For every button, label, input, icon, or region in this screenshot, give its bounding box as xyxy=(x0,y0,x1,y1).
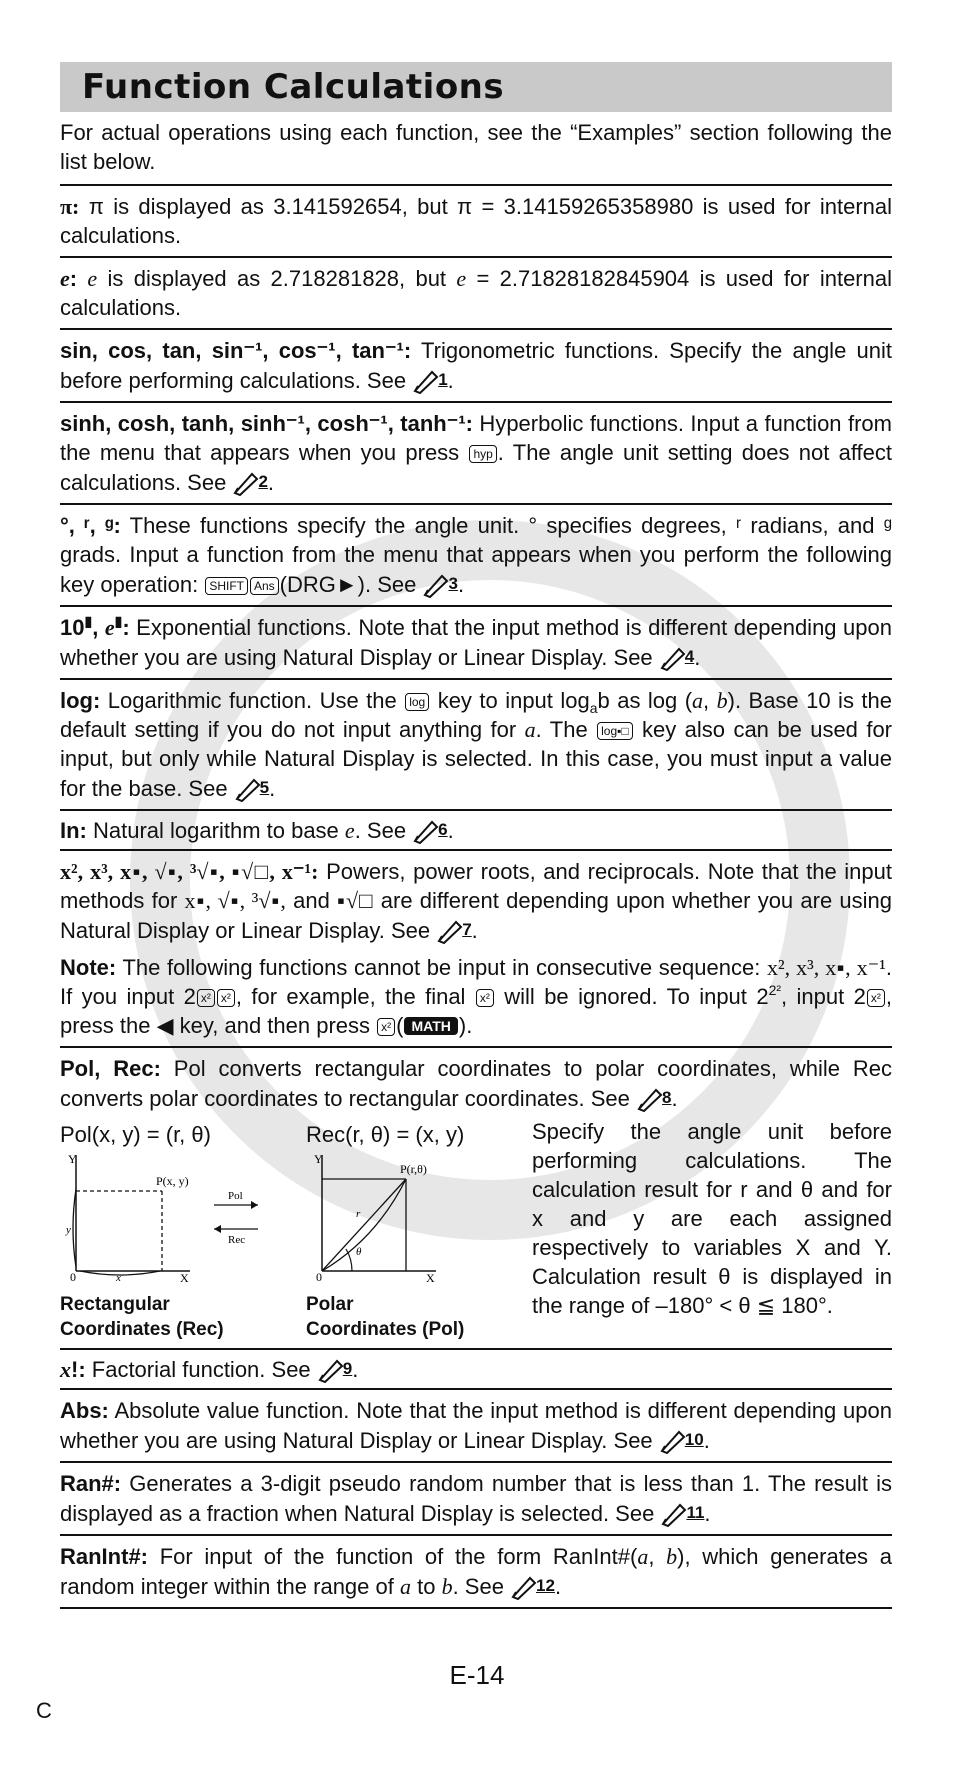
entry-exponential: 10▮, e▮: Exponential functions. Note that the input method is different depending upon whether you are using Natural Display or Linear Display. See 4 . xyxy=(60,605,892,678)
example-ref: 3 xyxy=(422,569,457,598)
note-paragraph: Note: The following functions cannot be input in consecutive sequence: x², x³, x▪, x⁻¹. If you input 2 x² x² , for example, the final x² will be ignored. To input $2^{2^2}$, input 2 x² , press the ◀ key, and then press x² ( MATH ). xyxy=(60,955,892,1038)
entry-pol-rec: Pol, Rec: Pol converts rectangular coordinates to polar coordinates, while Rec converts polar coordinates to rectangular coordinates. See 8 . Pol(x, y) = (r, θ) Y X 0 P(x, y) y x Pol Rec Rectangular Coordinates (Rec) Rec(r, θ) = (x, y) Y X 0 P(r,θ) r θ Polar Coordinates (Pol) Specify the angle unit before performing calculations. The calculation result for r and θ and for x and y are each assigned respectively to variables X and Y. Calculation result θ is displayed in the range of –180° < θ ≦ 180°. xyxy=(60,1046,892,1348)
entry-e: e: e is displayed as 2.718281828, but e = 2.71828182845904 is used for internal calculations. xyxy=(60,256,892,328)
hyp-key: hyp xyxy=(469,445,496,463)
rec-arrow-label: Rec xyxy=(228,1234,246,1246)
entry-label: sin, cos, tan, sin⁻¹, cos⁻¹, tan⁻¹: xyxy=(60,338,412,363)
entry-ln: In: Natural logarithm to base e. See 6 . xyxy=(60,809,892,849)
log-base-key: log▪□ xyxy=(597,722,633,740)
svg-text:θ: θ xyxy=(356,1246,362,1258)
placeholder-square-icon: ▮ xyxy=(114,613,123,629)
origin-label: 0 xyxy=(70,1270,76,1283)
entry-label: Abs: xyxy=(60,1398,109,1423)
x-squared-key: x² xyxy=(867,989,885,1007)
entry-label: In: xyxy=(60,818,87,843)
pol-rec-figure xyxy=(60,1121,892,1342)
entry-label: RanInt#: xyxy=(60,1544,148,1569)
ans-key: Ans xyxy=(250,577,279,595)
entry-pi xyxy=(60,184,892,256)
intro-paragraph: For actual operations using each function, see the “Examples” section following the list below. xyxy=(60,120,892,174)
entry-label: e xyxy=(60,266,70,291)
pencil-icon xyxy=(317,1357,345,1383)
pencil-icon xyxy=(412,368,440,394)
example-ref: 10 xyxy=(659,1425,704,1454)
corner-mark: C xyxy=(36,1698,52,1723)
point-label: P(r,θ) xyxy=(400,1162,427,1176)
entry-text: π is displayed as 3.141592654, but π = 3.14159265358980 is used for internal calculations. xyxy=(60,194,892,248)
pencil-icon xyxy=(636,1086,664,1112)
pencil-icon xyxy=(660,1501,688,1527)
rect-caption: Rectangular Coordinates (Rec) xyxy=(60,1294,224,1340)
rectangular-coordinates-graphic xyxy=(60,1149,296,1283)
polar-coordinates-graphic xyxy=(306,1149,516,1283)
y-axis-label: Y xyxy=(68,1152,77,1166)
pencil-icon xyxy=(234,776,262,802)
pencil-icon xyxy=(412,818,440,844)
pol-rec-side-text: Specify the angle unit before performing calculations. The calculation result for r and θ and for x and y are each assigned respectively to variables X and Y. Calculation result θ is displayed in the range of –180° < θ ≦ 180°. xyxy=(532,1119,892,1318)
entry-powers: x², x³, x▪, √▪, ³√▪, ▪√□, x⁻¹: Powers, power roots, and reciprocals. Note that the input methods for x▪, √▪, ³√▪, and ▪√□ are different depending upon whether you are using Natural Display or Linear Display. See 7 . Note: The following functions cannot be input in consecutive sequence: x², x³, x▪, x⁻¹. If you input 2 x² x² , for example, the final x² will be ignored. To input $2^{2^2}$, input 2 x² , press the ◀ key, and then press x² ( MATH ). xyxy=(60,849,892,1046)
section-title-bar xyxy=(60,62,892,112)
entry-label: sinh, cosh, tanh, sinh⁻¹, cosh⁻¹, tanh⁻¹: xyxy=(60,411,473,436)
entry-label: x xyxy=(60,1357,71,1382)
rectangular-diagram xyxy=(60,1121,306,1342)
example-ref: 11 xyxy=(660,1498,704,1527)
entry-text: Trigonometric functions. Specify the angle unit before performing calculations. See xyxy=(60,338,892,393)
entry-label: °, ʳ, ᵍ: xyxy=(60,513,121,538)
page-title: Function Calculations xyxy=(82,67,505,107)
x-squared-key: x² xyxy=(377,1018,395,1036)
svg-text:y: y xyxy=(66,1224,71,1236)
pencil-icon xyxy=(422,572,450,598)
pencil-icon xyxy=(232,470,260,496)
pencil-icon xyxy=(659,645,687,671)
entry-label: log: xyxy=(60,688,101,713)
example-ref: 7 xyxy=(436,915,471,944)
entry-log: log: Logarithmic function. Use the log key to input $\log_ab$ as log (a, b). Base 10 is the default setting if you do not input anything for a. The log▪□ key also can be used for input, but only while Natural Display is selected. In this case, you must input a value for the base. See 5 . xyxy=(60,678,892,809)
svg-text:r: r xyxy=(356,1208,361,1220)
polar-diagram xyxy=(306,1121,532,1342)
entry-hyperbolic: sinh, cosh, tanh, sinh⁻¹, cosh⁻¹, tanh⁻¹: Hyperbolic functions. Input a function from the menu that appears when you press hyp . The angle unit setting does not affect calculations. See 2 . xyxy=(60,401,892,503)
example-ref: 4 xyxy=(659,642,694,671)
entry-label: π: xyxy=(60,194,80,219)
x-squared-key: x² xyxy=(476,989,494,1007)
entry-ranint: RanInt#: For input of the function of the form RanInt#(a, b), which generates a random integer within the range of a to b. See 12 . xyxy=(60,1534,892,1609)
entry-label-colon: : xyxy=(69,266,78,291)
pencil-icon xyxy=(510,1574,538,1600)
example-ref: 2 xyxy=(232,467,267,496)
origin-label: 0 xyxy=(316,1270,322,1283)
entry-angle-units: °, ʳ, ᵍ: These functions specify the angle unit. ° specifies degrees, ʳ radians, and ᵍ grads. Input a function from the menu that appears when you perform the following key operation: SHIFT Ans (DRG►). See 3 . xyxy=(60,503,892,605)
pol-arrow-label: Pol xyxy=(228,1190,243,1202)
entry-ran: Ran#: Generates a 3-digit pseudo random number that is less than 1. The result is displayed as a fraction when Natural Display is selected. See 11 . xyxy=(60,1461,892,1534)
x-axis-label: X xyxy=(180,1271,189,1283)
page xyxy=(60,62,892,1609)
shift-key: SHIFT xyxy=(205,577,248,595)
note-label: Note: xyxy=(60,955,117,980)
point-label: P(x, y) xyxy=(156,1174,189,1188)
x-axis-label: X xyxy=(426,1271,435,1283)
pencil-icon xyxy=(659,1428,687,1454)
math-key: MATH xyxy=(404,1017,457,1035)
entry-label: x², x³, x▪, √▪, ³√▪, ▪√□, x⁻¹: xyxy=(60,859,319,884)
entry-factorial: x!: Factorial function. See 9 . xyxy=(60,1348,892,1388)
example-ref: 5 xyxy=(234,773,269,802)
log-key: log xyxy=(405,693,429,711)
example-ref: 8 xyxy=(636,1083,671,1112)
rec-formula: Rec(r, θ) = (x, y) xyxy=(306,1122,465,1147)
polar-caption: Polar Coordinates (Pol) xyxy=(306,1294,465,1340)
example-ref: 6 xyxy=(412,815,447,844)
example-ref: 9 xyxy=(317,1354,352,1383)
entry-label: Ran#: xyxy=(60,1471,122,1496)
page-number: E-14 xyxy=(449,1660,505,1690)
pencil-icon xyxy=(436,918,464,944)
entry-label: Pol, Rec: xyxy=(60,1056,161,1081)
placeholder-square-icon: ▮ xyxy=(84,613,93,629)
example-ref: 1 xyxy=(412,365,447,394)
pol-formula: Pol(x, y) = (r, θ) xyxy=(60,1122,211,1147)
svg-text:x: x xyxy=(116,1272,121,1283)
x-squared-key: x² xyxy=(197,989,215,1007)
entry-abs: Abs: Absolute value function. Note that the input method is different depending upon whether you are using Natural Display or Linear Display. See 10 . xyxy=(60,1388,892,1461)
example-ref: 12 xyxy=(510,1571,555,1600)
left-arrow-key-icon: ◀ xyxy=(156,1013,174,1038)
entry-trig: sin, cos, tan, sin⁻¹, cos⁻¹, tan⁻¹: Trigonometric functions. Specify the angle unit before performing calculations. See 1 . xyxy=(60,328,892,401)
x-squared-key: x² xyxy=(217,989,235,1007)
entry-label: 10▮, e▮: xyxy=(60,613,130,640)
y-axis-label: Y xyxy=(314,1152,323,1166)
